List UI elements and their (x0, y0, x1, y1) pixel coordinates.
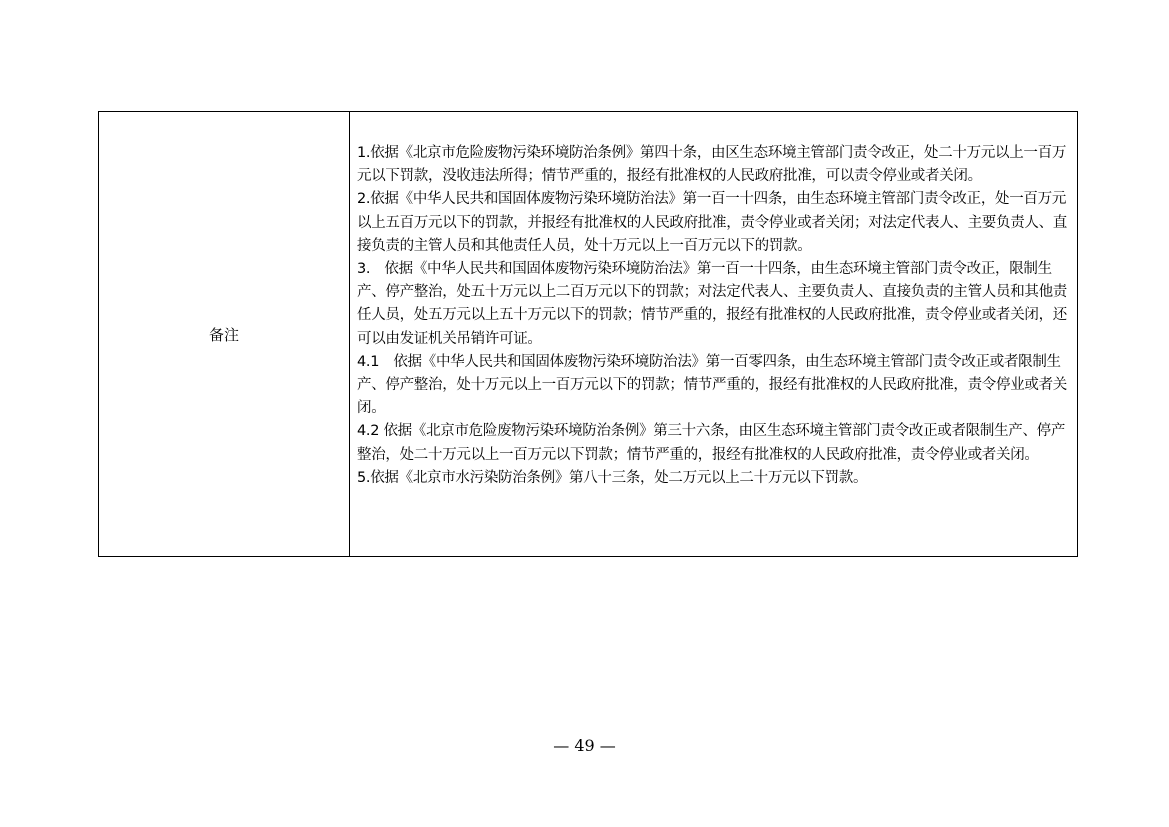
page-number: — 49 — (553, 736, 616, 755)
remark-item-4-2: 4.2 依据《北京市危险废物污染环境防治条例》第三十六条，由区生态环境主管部门责令改正或者限制生产、停产整治，处二十万元以上一百万元以下罚款；情节严重的，报经有批准权的人民政府批准，责令停业或者关闭。 (357, 423, 1066, 463)
remarks-table (98, 111, 1078, 557)
remark-item-4-1: 4.1 依据《中华人民共和国固体废物污染环境防治法》第一百零四条，由生态环境主管部门责令改正或者限制生产、停产整治，处十万元以上一百万元以下的罚款；情节严重的，报经有批准权的人民政府批准，责令停业或者关闭。 (357, 353, 1067, 417)
remark-item-1: 1.依据《北京市危险废物污染环境防治条例》第四十条，由区生态环境主管部门责令改正，处二十万元以上一百万元以下罚款，没收违法所得；情节严重的，报经有批准权的人民政府批准，可以责令停业或者关闭。 (357, 145, 1067, 185)
remarks-label: 备注 (208, 325, 239, 344)
remark-item-2: 2.依据《中华人民共和国固体废物污染环境防治法》第一百一十四条，由生态环境主管部门责令改正，处一百万元以上五百万元以下的罚款，并报经有批准权的人民政府批准，责令停业或者关闭；对法定代表人、主要负责人、直接负责的主管人员和其他责任人员，处十万元以上一百万元以下的罚款。 (357, 191, 1067, 254)
remark-item-3: 3. 依据《中华人民共和国固体废物污染环境防治法》第一百一十四条，由生态环境主管部门责令改正，限制生产、停产整治，处五十万元以上二百万元以下的罚款；对法定代表人、主要负责人、直接负责的主管人员和其他责任人员，处五万元以上五十万元以下的罚款；情节严重的，报经有批准权的人民政府批准，责令停业或者关闭，还可以由发证机关吊销许可证。 (357, 261, 1067, 347)
remarks-content-cell (350, 112, 1077, 556)
remark-item-5: 5.依据《北京市水污染防治条例》第八十三条，处二万元以上二十万元以下罚款。 (357, 469, 868, 486)
remarks-label-cell (99, 112, 350, 556)
